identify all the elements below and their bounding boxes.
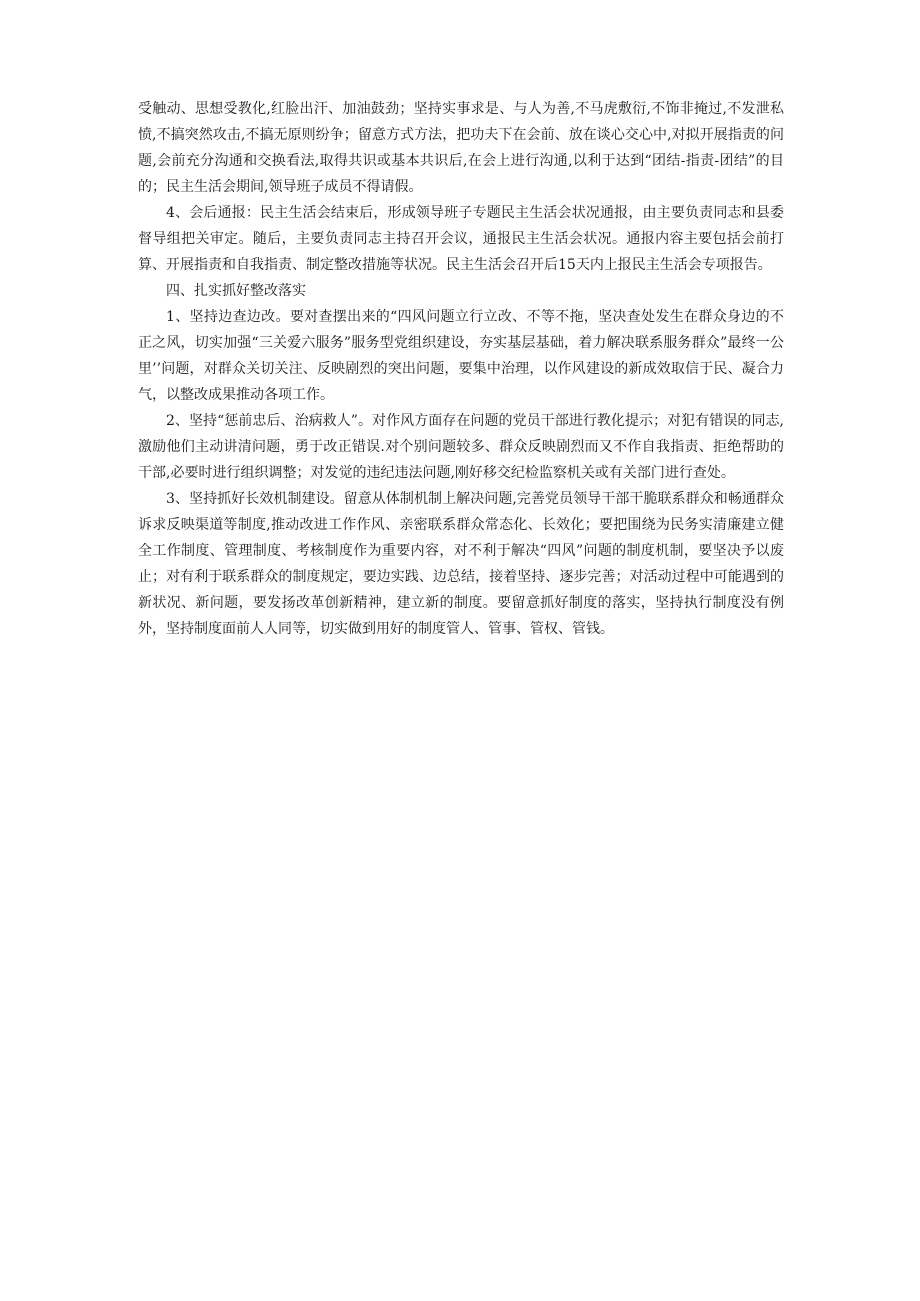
paragraph-rectification-3: 3、坚持抓好长效机制建设。留意从体制机制上解决问题,完善党员领导干部干脆联系群众和畅通群众诉求反映渠道等制度,推动改进工作作风、亲密联系群众常态化、长效化；要把围绕为民务实清廉建立健全工作制度、管理制度、考核制度作为重要内容，对不利于解决“四风”问题的制度机制，要坚决予以废止；对有利于联系群众的制度规定，要边实践、边总结，接着坚持、逐步完善；对活动过程中可能遇到的新状况、新问题，要发扬改革创新精神，建立新的制度。要留意抓好制度的落实，坚持执行制度没有例外，坚持制度面前人人同等，切实做到用好的制度管人、管事、管权、管钱。 [138, 491, 784, 637]
paragraph-rectification-2: 2、坚持“惩前忠后、治病救人”。对作风方面存在问题的党员干部进行教化提示；对犯有错误的同志,激励他们主动讲清问题，勇于改正错误.对个别问题较多、群众反映剧烈而又不作自我指责、拒绝帮助的干部,必要时进行组织调整；对发觉的违纪违法问题,刚好移交纪检监察机关或有关部门进行查处。 [138, 413, 784, 481]
paragraph-item-4-post-meeting-report: 4、会后通报：民主生活会结束后，形成领导班子专题民主生活会状况通报，由主要负责同志和县委督导组把关审定。随后，主要负责同志主持召开会议，通报民主生活会状况。通报内容主要包括会前打算、开展指责和自我指责、制定整改措施等状况。民主生活会召开后15天内上报民主生活会专项报告。 [138, 205, 784, 273]
paragraph-continuation: 受触动、思想受教化,红脸出汗、加油鼓劲；坚持实事求是、与人为善,不马虎敷衍,不饰非掩过,不发泄私愤,不搞突然攻击,不搞无原则纷争；留意方式方法，把功夫下在会前、放在谈心交心中,对拟开展指责的问题,会前充分沟通和交换看法,取得共识或基本共识后,在会上进行沟通,以利于达到“团结-指责-团结”的目的；民主生活会期间,领导班子成员不得请假。 [138, 101, 784, 195]
document-body [138, 96, 784, 642]
section-heading-rectification: 四、扎实抓好整改落实 [166, 283, 306, 299]
paragraph-rectification-1: 1、坚持边查边改。要对查摆出来的“四风问题立行立改、不等不拖，坚决查处发生在群众身边的不正之风，切实加强“三关爱六服务”服务型党组织建设，夯实基层基础，着力解决联系服务群众”最终一公里’’问题，对群众关切关注、反映剧烈的突出问题，要集中治理，以作风建设的新成效取信于民、凝合力气，以整改成果推动各项工作。 [138, 309, 784, 403]
